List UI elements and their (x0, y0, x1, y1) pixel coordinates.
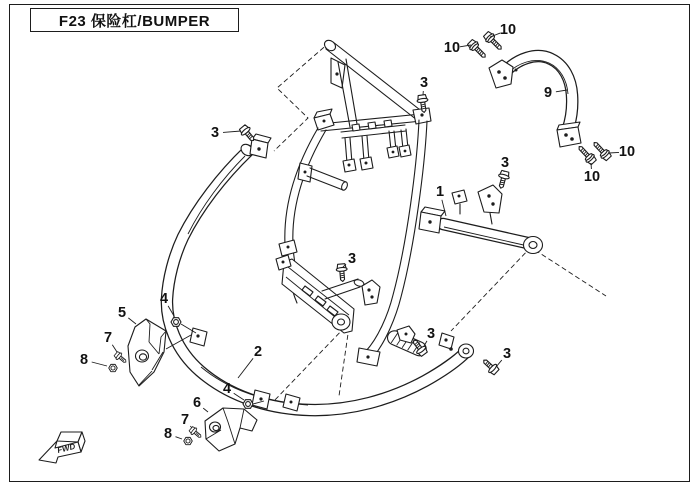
nut-icon (109, 364, 118, 371)
part-callout-10: 10 (583, 169, 601, 185)
part-callout-3: 3 (347, 251, 357, 267)
part-callout-1: 1 (435, 184, 445, 200)
leader-lines (92, 33, 619, 439)
part2-main-bumper-tube (167, 134, 474, 411)
part-callout-3: 3 (500, 155, 510, 171)
part9-grab-bar (489, 56, 581, 147)
part-callout-3: 3 (502, 346, 512, 362)
page-title: F23 保险杠/BUMPER (58, 12, 211, 30)
fwd-arrow (39, 432, 85, 463)
frame-mounting-plate (276, 255, 380, 333)
part-callout-8: 8 (163, 426, 173, 442)
leader-line (496, 360, 502, 367)
leader-line (92, 362, 107, 366)
part-callout-8: 8 (79, 352, 89, 368)
part-callout-4: 4 (159, 291, 169, 307)
leader-line (128, 318, 136, 324)
leader-line (112, 345, 117, 352)
screw-icon (113, 351, 128, 366)
long-bolt-icon (466, 38, 489, 61)
leader-line (223, 131, 241, 132)
part-callout-3: 3 (419, 75, 429, 91)
bolt-icon (496, 170, 511, 190)
part-number-labels (80, 22, 635, 442)
part-callout-3: 3 (426, 326, 436, 342)
part-callout-7: 7 (103, 330, 113, 346)
part6-guard-plate (205, 408, 257, 451)
part-callout-7: 7 (180, 412, 190, 428)
part-callout-3: 3 (210, 125, 220, 141)
part-callout-6: 6 (192, 395, 202, 411)
part-callout-5: 5 (117, 305, 127, 321)
leader-line (203, 408, 208, 412)
bolt-icon (336, 264, 348, 282)
fwd-label: FWD (56, 441, 77, 455)
part-callout-4: 4 (222, 381, 232, 397)
nut-icon (184, 437, 193, 444)
leader-line (609, 152, 619, 153)
part-callout-10: 10 (618, 144, 636, 160)
part-callout-10: 10 (443, 40, 461, 56)
long-bolt-icon (575, 143, 597, 166)
leader-line (238, 358, 253, 378)
nut-icon (243, 400, 253, 409)
frame-wireframe (279, 38, 431, 366)
part-callout-10: 10 (499, 22, 517, 38)
part-callout-9: 9 (543, 85, 553, 101)
leader-line (176, 437, 183, 439)
nut-icon (171, 318, 181, 327)
part-callout-2: 2 (253, 344, 263, 360)
